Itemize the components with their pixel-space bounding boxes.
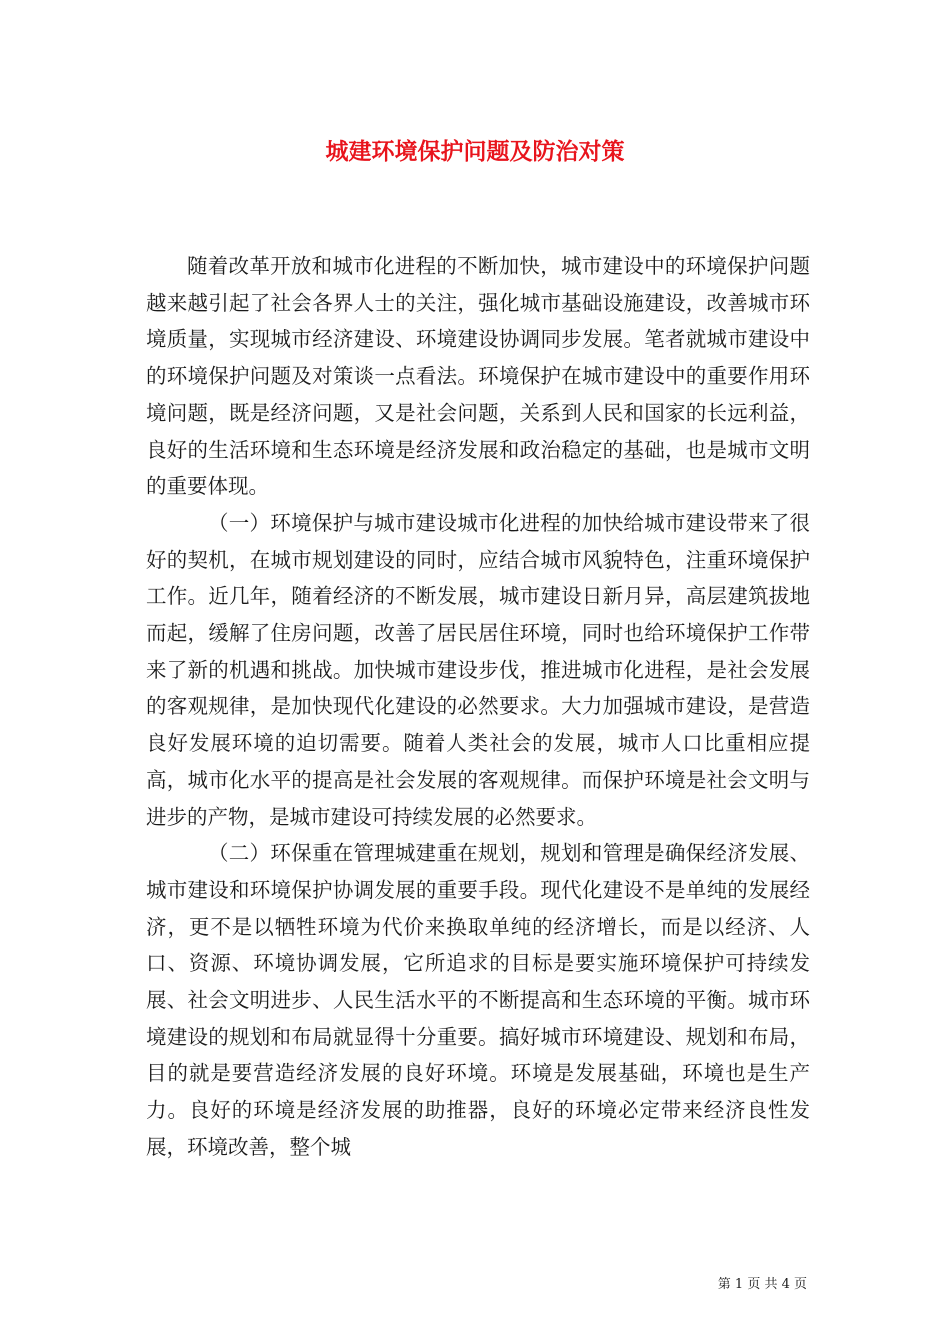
paragraph-section-2: （二）环保重在管理城建重在规划，规划和管理是确保经济发展、城市建设和环境保护协调发展的重要手段。现代化建设不是单纯的发展经济，更不是以牺牲环境为代价来换取单纯的经济增长，而是以经济、人口、资源、环境协调发展，它所追求的目标是要实施环境保护可持续发展、社会文明进步、人民生活水平的不断提高和生态环境的平衡。城市环境建设的规划和布局就显得十分重要。搞好城市环境建设、规划和布局，目的就是要营造经济发展的良好环境。环境是发展基础，环境也是生产力。良好的环境是经济发展的助推器，良好的环境必定带来经济良性发展，环境改善，整个城 [146, 841, 810, 1159]
paragraph-section-1: （一）环境保护与城市建设城市化进程的加快给城市建设带来了很好的契机，在城市规划建设的同时，应结合城市风貌特色，注重环境保护工作。近几年，随着经济的不断发展，城市建设日新月异，高层建筑拔地而起，缓解了住房问题，改善了居民居住环境，同时也给环境保护工作带来了新的机遇和挑战。加快城市建设步伐，推进城市化进程，是社会发展的客观规律，是加快现代化建设的必然要求。大力加强城市建设，是营造良好发展环境的迫切需要。随着人类社会的发展，城市人口比重相应提高，城市化水平的提高是社会发展的客观规律。而保护环境是社会文明与进步的产物，是城市建设可持续发展的必然要求。 [146, 510, 810, 829]
page-number-footer: 第 1 页 共 4 页 [717, 1277, 807, 1292]
document-title: 城建环境保护问题及防治对策 [325, 138, 625, 165]
document-body [146, 248, 810, 1166]
paragraph-intro: 随着改革开放和城市化进程的不断加快，城市建设中的环境保护问题越来越引起了社会各界人士的关注，强化城市基础设施建设，改善城市环境质量，实现城市经济建设、环境建设协调同步发展。笔者就城市建设中的环境保护问题及对策谈一点看法。环境保护在城市建设中的重要作用环境问题，既是经济问题，又是社会问题，关系到人民和国家的长远利益，良好的生活环境和生态环境是经济发展和政治稳定的基础，也是城市文明的重要体现。 [146, 254, 810, 499]
